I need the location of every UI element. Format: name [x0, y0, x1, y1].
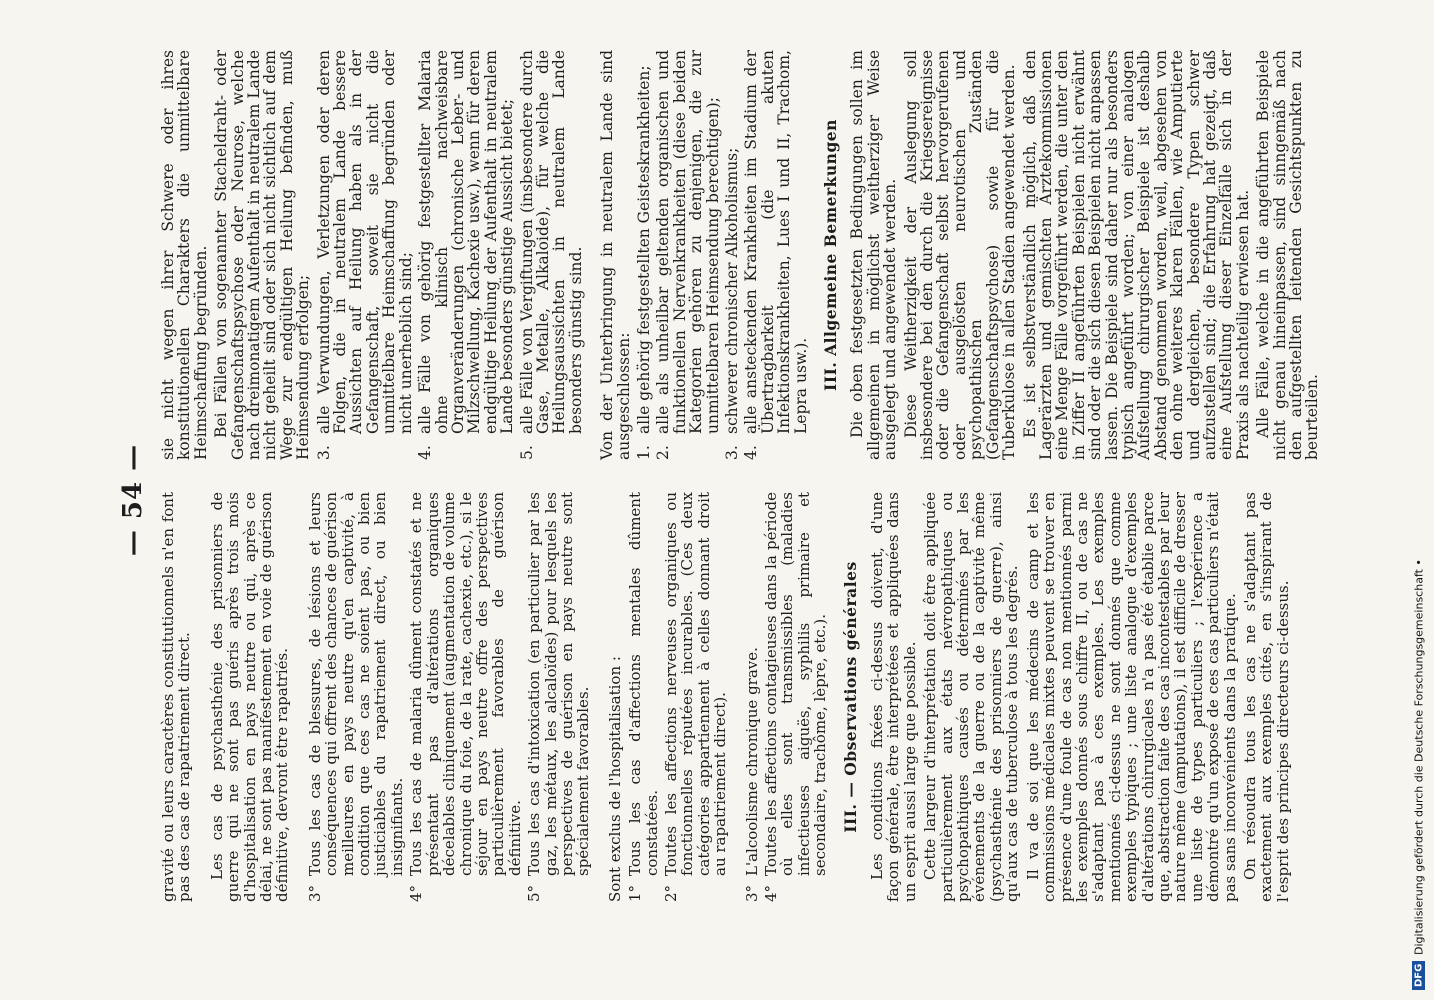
- fr-observation: On résoudra tous les cas ne s'adaptant pas exactement aux exemples cités, en s'inspirant de l'esprit des principes directeurs ci-dessus.: [1240, 492, 1292, 902]
- french-column: [160, 492, 1295, 902]
- de-item: [316, 50, 414, 460]
- fr-paragraph-0: gravité ou leurs caractères constitutionnels n'en font pas des cas de rapatriement direct.: [159, 492, 194, 902]
- de-item: [724, 50, 740, 460]
- item-number: 4.: [416, 445, 435, 460]
- de-section-heading: III. Allgemeine Bemerkungen: [821, 119, 841, 391]
- fr-observation: Les conditions fixées ci-dessus doivent, d'une façon générale, être interprétées et appliquées dans un esprit aussi large que possible.: [868, 492, 919, 902]
- item-text: schwerer chronischer Alkoholismus;: [723, 147, 741, 434]
- fr-observation: Cette largeur d'interprétation doit être appliquée particulièrement aux états névropathiques ou psychopathiques causés ou déterminés par les événements de la guerre ou de la captivité même (psychasthénie des prisonniers de guerre), ainsi qu'aux cas de tuberculose à tous les degrés.: [921, 492, 1022, 902]
- item-text: Toutes les affections nerveuses organiques ou fonctionnelles réputées incurables. (Ces deux catégories appartiennent à celles donnant droit au rapatriement direct).: [661, 492, 730, 876]
- item-number: 1°: [626, 884, 645, 902]
- item-text: Tous les cas de malaria dûment constatés et ne présentant pas d'altérations organiques décelables cliniquement (augmentation de volume chronique du foie, de la rate, cachexie, etc.), si le séjour en pays neutre offre des perspectives particulièrement favorables de guérison définitive.: [407, 492, 524, 876]
- page-number: — 54 —: [118, 443, 148, 557]
- item-text: Tous les cas d'intoxication (en particulier par les gaz, les métaux, les alcaloïdes) pour lesquels les perspectives de guérison en pays neutre sont spécialement favorables.: [525, 492, 593, 876]
- rotated-sheet: [60, 0, 1360, 1000]
- spacer: [197, 492, 209, 902]
- item-text: alle als unheilbar geltenden organischen und funktionellen Nervenkrankheiten (diese beiden Kategorien gehören zu denjenigen, die zur unmittelbaren Heimsendung berechtigen);: [654, 50, 722, 434]
- de-observation: Die oben festgesetzten Bedingungen sollen im allgemeinen in möglichst weitherziger Weise ausgelegt und angewendet werden.: [848, 50, 900, 460]
- item-number: 4°: [762, 884, 780, 902]
- item-number: 5.: [517, 445, 536, 460]
- fr-exclusion-intro: Sont exclus de l'hospitalisation :: [605, 656, 624, 902]
- fr-item: [663, 492, 729, 902]
- item-number: 2°: [661, 884, 680, 902]
- digitization-credit: [1408, 10, 1430, 990]
- de-observation: Diese Weitherzigkeit der Auslegung soll insbesondere bei den durch die Kriegsereignisse oder die Gefangenschaft selbst hervorgerufenen oder ausgelösten neurotischen und psychopathischen Zuständen (Gefangenschaftspsychose) sowie für die Tuberkulose in allen Stadien angewendet werden.: [901, 50, 1019, 460]
- de-item: [636, 50, 652, 460]
- item-number: 3.: [314, 445, 333, 460]
- item-number: 5°: [525, 884, 544, 902]
- fr-item: [744, 492, 760, 902]
- item-number: 4.: [742, 445, 761, 460]
- item-number: 2.: [654, 445, 673, 460]
- item-number: 4°: [407, 884, 426, 902]
- german-column: [160, 50, 1325, 460]
- item-text: Tous les cas de blessures, de lésions et leurs conséquences qui offrent des chances de guérison meilleures en pays neutre qu'en captivité, à condition que ces cas ne soient pas, ou bien justiciables du rapatriement direct, ou bien insignifiants.: [305, 492, 406, 876]
- fr-item: [627, 492, 660, 902]
- item-text: Tous les cas d'affections mentales dûment constatées.: [626, 492, 661, 876]
- de-paragraph-0: sie nicht wegen ihrer Schwere oder ihres konstitutionellen Charakters die unmittelbare Heimschaffung begründen.: [159, 50, 210, 460]
- de-item: [519, 50, 585, 460]
- spacer: [595, 492, 607, 902]
- de-exclusion-intro: Von der Unterbringung in neutralem Lande sind ausgeschlossen:: [598, 50, 633, 460]
- fr-item: [408, 492, 523, 902]
- fr-item: [307, 492, 405, 902]
- item-text: alle Fälle von gehörig festgestellter Malaria ohne klinisch nachweisbare Organveränderungen (chronische Leber- und Milzschwellung, Kachexie usw.), wenn für deren endgültige Heilung der Aufenthalt in neutralem Lande besonders günstige Aussicht bietet;: [416, 50, 517, 434]
- de-item: [655, 50, 721, 460]
- de-observation: Alle Fälle, welche in die angeführten Beispiele nicht genau hineinpassen, sind sinngemäß nach den aufgestellten leitenden Gesichtspunkten zu beurteilen.: [1254, 50, 1322, 460]
- item-text: alle ansteckenden Krankheiten im Stadium der Übertragbarkeit (die akuten Infektionskrankheiten, Lues I und II, Trachom, Lepra usw.).: [742, 50, 810, 434]
- dfg-logo: DFG: [1413, 961, 1426, 990]
- fr-section-heading: III. — Observations générales: [840, 561, 860, 833]
- fr-paragraph-1: Les cas de psychasthénie des prisonniers de guerre qui ne sont pas guéris après trois mois d'hospitalisation en pays neutre ou qui, après ce délai, ne sont pas manifestement en voie de guérison définitive, devront être rapatriés.: [207, 492, 292, 902]
- credit-text: Digitalisierung gefördert durch die Deutsche Forschungsgemeinschaft •: [1412, 558, 1426, 955]
- spacer: [732, 492, 744, 902]
- item-text: L'alcoolisme chronique grave.: [742, 647, 761, 876]
- de-observation: Es ist selbstverständlich möglich, daß den Lagerärzten und gemischten Ärztekommissionen eine Menge Fälle vorgeführt werden, die unter den in Ziffer II angeführten Beispielen nicht erwähnt sind oder die sich diesen Beispielen nicht anpassen lassen. Die Beispiele sind daher nur als besonders typisch angeführt worden; von einer analogen Aufstellung chirurgischer Beispiele ist deshalb Abstand genommen worden, weil, abgesehen von den ohne weiteres klaren Fällen, wie Amputierte und dergleichen, besondere Typen schwer aufzustellen sind; die Erfahrung hat gezeigt, daß eine Aufstellung dieser Einzelfälle sich in der Praxis als nachteilig erwiesen hat.: [1020, 50, 1252, 460]
- item-text: alle gehörig festgestellten Geisteskrankheiten;: [634, 65, 653, 434]
- item-number: 1.: [634, 445, 653, 460]
- fr-item: [763, 492, 829, 902]
- item-text: alle Fälle von Vergiftungen (insbesondere durch Gase, Metalle, Alkaloide), für welche die Heilungsaussichten in neutralem Lande besonders günstig sind.: [517, 50, 585, 434]
- de-item: [743, 50, 809, 460]
- de-item: [417, 50, 515, 460]
- de-paragraph-1: Bei Fällen von sogenannter Stacheldraht- oder Gefangenschaftspsychose oder Neurose, welche nach dreimonatigem Aufenthalt in neutralem Lande nicht geheilt sind oder sich nicht sichtlich auf dem Wege zur endgültigen Heilung befinden, muß Heimsendung erfolgen;: [212, 50, 313, 460]
- fr-observation: Il va de soi que les médecins de camp et les commissions médicales mixtes peuvent se trouver en présence d'une foule de cas non mentionnés parmi les exemples donnés sous chiffre II, ou de cas ne s'adaptant pas à ces exemples. Les exemples mentionnés ci-dessus ne sont donnés que comme exemples typiques ; une liste analogue d'exemples d'altérations chirurgicales n'a pas été établie parce que, abstraction faite des cas incontestables par leur nature même (amputations), il est difficile de dresser une liste de types particuliers ; l'expérience a démontré qu'un exposé de ces cas particuliers n'était pas sans inconvénients dans la pratique.: [1023, 492, 1239, 902]
- fr-item: [526, 492, 592, 902]
- item-text: Toutes les affections contagieuses dans la période où elles sont transmissibles (maladies infectieuses aiguës, syphilis primaire et secondaire, trachôme, lèpre, etc.).: [762, 492, 830, 876]
- item-number: 3°: [742, 884, 761, 902]
- item-number: 3°: [305, 884, 324, 902]
- item-number: 3.: [723, 445, 741, 460]
- item-text: alle Verwundungen, Verletzungen oder deren Folgen, die in neutralem Lande bessere Aussichten auf Heilung haben als in der Gefangenschaft, soweit sie nicht die unmittelbare Heimschaffung begründen oder nicht unerheblich sind;: [314, 50, 415, 434]
